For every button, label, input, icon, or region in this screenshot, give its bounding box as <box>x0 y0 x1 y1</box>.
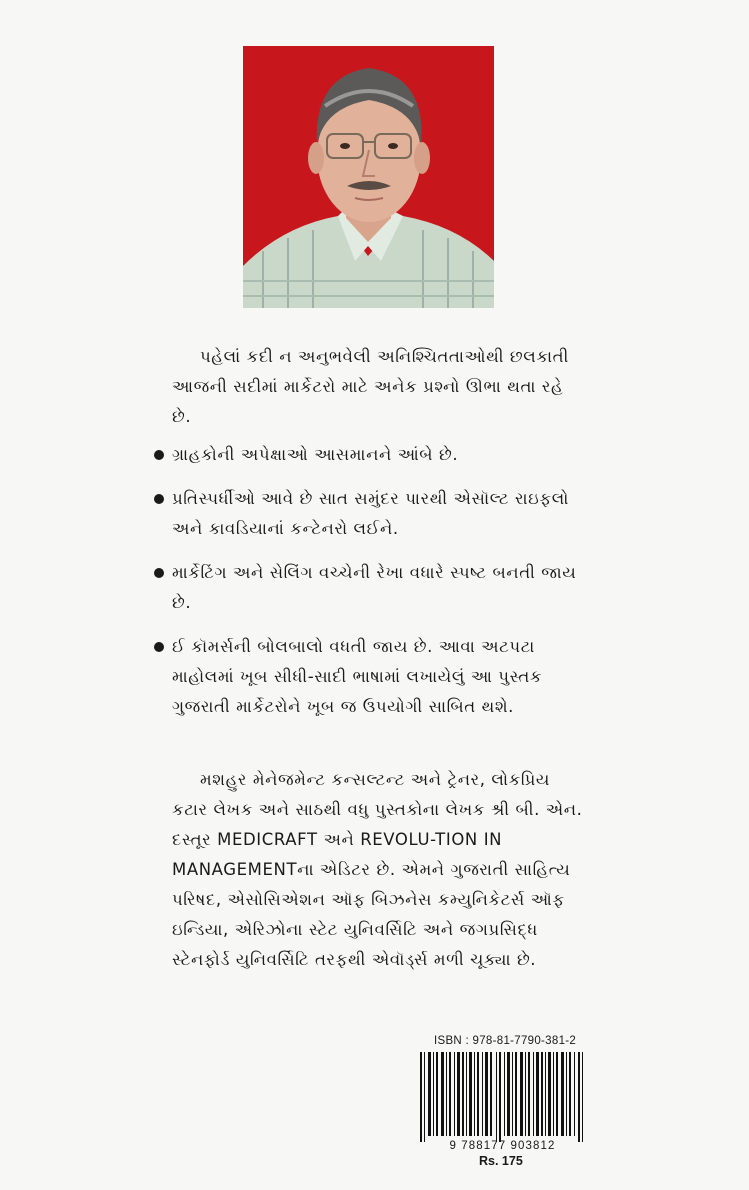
isbn-text: ISBN : 978-81-7790-381-2 <box>434 1035 577 1047</box>
list-item <box>152 558 584 618</box>
author-portrait-image <box>243 46 494 308</box>
bullet-text: માર્કેટિંગ અને સેલિંગ વચ્ચેની રેખા વધારે સ્પષ્ટ બનતી જાય છે. <box>172 563 577 612</box>
bullet-icon <box>154 494 164 504</box>
intro-paragraph: પહેલાં કદી ન અનુભવેલી અનિશ્ચિતતાઓથી છલકાતી આજની સદીમાં માર્કેટરો માટે અનેક પ્રશ્નો ઊભા થતા રહે છે. <box>172 347 569 426</box>
bullet-text: ઈ કૉમર્સની બોલબાલો વધતી જાય છે. આવા અટપટા માહોલમાં ખૂબ સીધી-સાદી ભાષામાં લખાયેલું આ પુસ્તક ગુજરાતી માર્કેટરોને ખૂબ જ ઉપયોગી સાબિત થશે. <box>172 637 543 716</box>
author-photo <box>243 46 494 308</box>
bullet-text: પ્રતિસ્પર્ધીઓ આવે છે સાત સમુંદર પારથી એસૉલ્ટ રાઇફલો અને કાવડિયાનાં કન્ટેનરો લઈને. <box>172 489 569 538</box>
barcode-digits: 9 788177 903812 <box>449 1140 556 1152</box>
bullet-icon <box>154 568 164 578</box>
price-label: Rs. 175 <box>479 1154 523 1168</box>
list-item <box>152 632 584 722</box>
bullet-icon <box>154 450 164 460</box>
bullet-icon <box>154 642 164 652</box>
list-item <box>152 484 584 544</box>
barcode-icon <box>420 1052 585 1142</box>
bullet-list <box>152 440 584 722</box>
list-item <box>152 440 584 470</box>
author-bio-paragraph: મશહુર મેનેજમેન્ટ કન્સલ્ટન્ટ અને ટ્રેનર, લોકપ્રિય કટાર લેખક અને સાઠથી વધુ પુસ્તકોના લેખક શ્રી બી. એન. દસ્તૂર MEDICRAFT અને REVOLU-TION IN MANAGEMENTના એડિટર છે. એમને ગુજરાતી સાહિત્ય પરિષદ, એસોસિએશન ઑફ બિઝનેસ કમ્યુનિકેટર્સ ઑફ ઇન્ડિયા, એરિઝોના સ્ટેટ યુનિવર્સિટિ અને જગપ્રસિદ્ધ સ્ટેનફોર્ડ યુનિવર્સિટિ તરફથી એવૉર્ડ્સ મળી ચૂક્યા છે. <box>172 770 583 969</box>
bullet-text: ગ્રાહકોની અપેક્ષાઓ આસમાનને આંબે છે. <box>172 445 459 464</box>
